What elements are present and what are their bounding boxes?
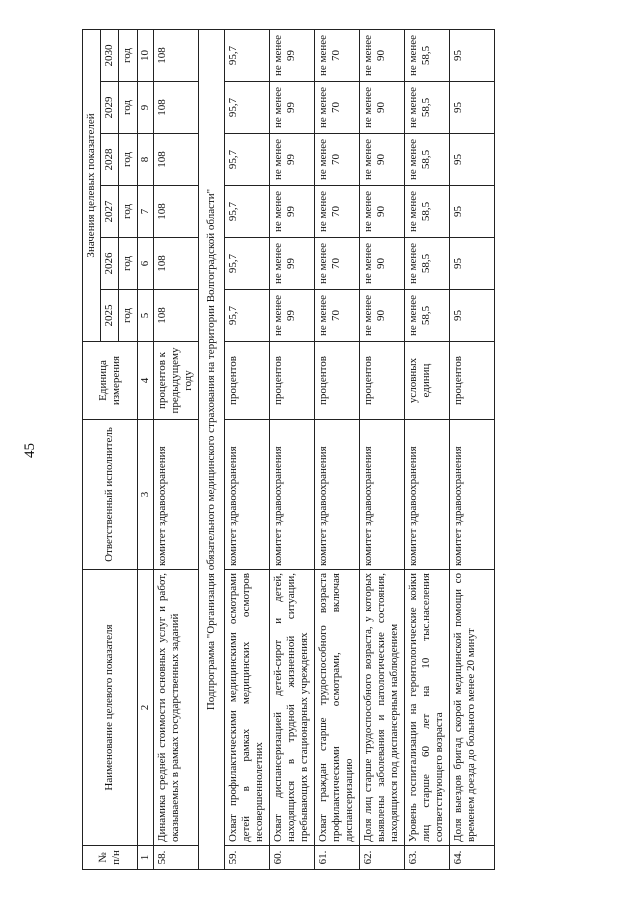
target-value: не менее 70 bbox=[314, 82, 359, 134]
row-number: 62. bbox=[359, 846, 404, 870]
table-body-top bbox=[153, 29, 198, 869]
row-number: 60. bbox=[269, 846, 314, 870]
header-year-unit: год bbox=[119, 82, 137, 134]
target-value: не менее 99 bbox=[269, 134, 314, 186]
row-number: 61. bbox=[314, 846, 359, 870]
target-value: 95 bbox=[449, 290, 494, 342]
indicator-name: Доля лиц старше трудоспособного возраста, у которых выявлены заболевания и патологические состояния, находящихся под диспансерным наблюдением bbox=[359, 570, 404, 846]
header-year-unit: год bbox=[119, 290, 137, 342]
column-index: 4 bbox=[137, 342, 153, 420]
header-name: Наименование целевого показателя bbox=[83, 570, 138, 846]
target-value: не менее 58,5 bbox=[404, 186, 449, 238]
header-year: 2025 bbox=[101, 290, 119, 342]
target-value: 95,7 bbox=[224, 134, 269, 186]
column-index: 8 bbox=[137, 134, 153, 186]
target-value: не менее 70 bbox=[314, 186, 359, 238]
target-value: не менее 58,5 bbox=[404, 82, 449, 134]
measure-unit: условных единиц bbox=[404, 342, 449, 420]
measure-unit: процентов bbox=[359, 342, 404, 420]
indicator-name: Доля выездов бригад скорой медицинской помощи со временем доезда до больного менее 20 минут bbox=[449, 570, 494, 846]
responsible-executor: комитет здравоохранения bbox=[404, 420, 449, 570]
header-year: 2028 bbox=[101, 134, 119, 186]
target-value: не менее 58,5 bbox=[404, 134, 449, 186]
table-row bbox=[359, 29, 404, 869]
target-value: не менее 58,5 bbox=[404, 29, 449, 81]
header-num: № п/н bbox=[83, 846, 138, 870]
measure-unit: процентов bbox=[314, 342, 359, 420]
target-value: 108 bbox=[153, 238, 198, 290]
target-value: не менее 70 bbox=[314, 238, 359, 290]
column-index: 7 bbox=[137, 186, 153, 238]
column-index: 9 bbox=[137, 82, 153, 134]
target-value: не менее 99 bbox=[269, 82, 314, 134]
target-value: не менее 90 bbox=[359, 290, 404, 342]
measure-unit: процентов bbox=[449, 342, 494, 420]
target-value: 95 bbox=[449, 238, 494, 290]
target-value: 108 bbox=[153, 29, 198, 81]
target-value: 108 bbox=[153, 82, 198, 134]
target-value: не менее 70 bbox=[314, 290, 359, 342]
header-year-unit: год bbox=[119, 238, 137, 290]
target-value: 95,7 bbox=[224, 290, 269, 342]
target-value: не менее 99 bbox=[269, 29, 314, 81]
target-value: 108 bbox=[153, 290, 198, 342]
header-year: 2026 bbox=[101, 238, 119, 290]
target-value: 95,7 bbox=[224, 238, 269, 290]
responsible-executor: комитет здравоохранения bbox=[359, 420, 404, 570]
indicator-name: Охват профилактическими медицинскими осмотрами детей в рамках медицинских осмотров несовершеннолетних bbox=[224, 570, 269, 846]
responsible-executor: комитет здравоохранения bbox=[314, 420, 359, 570]
measure-unit: процентов bbox=[224, 342, 269, 420]
target-value: не менее 90 bbox=[359, 29, 404, 81]
indicator-name: Уровень госпитализации на геронтологические койки лиц старше 60 лет на 10 тыс.населения соответствующего возраста bbox=[404, 570, 449, 846]
responsible-executor: комитет здравоохранения bbox=[449, 420, 494, 570]
row-number: 64. bbox=[449, 846, 494, 870]
table-row bbox=[314, 29, 359, 869]
table-body-main bbox=[224, 29, 494, 869]
column-index: 3 bbox=[137, 420, 153, 570]
column-index: 10 bbox=[137, 29, 153, 81]
target-value: 108 bbox=[153, 134, 198, 186]
table-row bbox=[224, 29, 269, 869]
target-value: не менее 99 bbox=[269, 186, 314, 238]
target-value: не менее 90 bbox=[359, 82, 404, 134]
header-year: 2029 bbox=[101, 82, 119, 134]
table-row bbox=[449, 29, 494, 869]
target-value: не менее 70 bbox=[314, 29, 359, 81]
target-value: не менее 90 bbox=[359, 238, 404, 290]
rotated-sheet bbox=[82, 30, 594, 870]
header-values-group: Значения целевых показателей bbox=[83, 29, 101, 341]
target-value: не менее 58,5 bbox=[404, 238, 449, 290]
column-index: 2 bbox=[137, 570, 153, 846]
row-number: 58. bbox=[153, 846, 198, 870]
subprogram-section bbox=[198, 29, 224, 869]
indicator-name: Охват граждан старше трудоспособного возраста профилактическими осмотрами, включая диспансеризацию bbox=[314, 570, 359, 846]
target-value: не менее 90 bbox=[359, 186, 404, 238]
header-year-unit: год bbox=[119, 134, 137, 186]
responsible-executor: комитет здравоохранения bbox=[153, 420, 198, 570]
target-value: не менее 70 bbox=[314, 134, 359, 186]
subprogram-title: Подпрограмма "Организация обязательного медицинского страхования на территории Волгоградской области" bbox=[198, 29, 224, 869]
target-value: не менее 99 bbox=[269, 238, 314, 290]
target-value: не менее 99 bbox=[269, 290, 314, 342]
header-year: 2030 bbox=[101, 29, 119, 81]
header-year: 2027 bbox=[101, 186, 119, 238]
header-year-unit: год bbox=[119, 186, 137, 238]
target-value: 95,7 bbox=[224, 29, 269, 81]
indicator-name: Динамика средней стоимости основных услуг и работ, оказываемых в рамках государственных заданий bbox=[153, 570, 198, 846]
page-number: 45 bbox=[22, 443, 38, 458]
row-number: 59. bbox=[224, 846, 269, 870]
measure-unit: процентов bbox=[269, 342, 314, 420]
column-index: 6 bbox=[137, 238, 153, 290]
target-value: 95 bbox=[449, 82, 494, 134]
responsible-executor: комитет здравоохранения bbox=[224, 420, 269, 570]
header-unit: Единица измерения bbox=[83, 342, 138, 420]
indicators-table bbox=[82, 29, 495, 870]
table-row bbox=[269, 29, 314, 869]
target-value: 95 bbox=[449, 134, 494, 186]
header-year-unit: год bbox=[119, 29, 137, 81]
target-value: не менее 58,5 bbox=[404, 290, 449, 342]
header-executor: Ответственный исполнитель bbox=[83, 420, 138, 570]
table-row bbox=[153, 29, 198, 869]
target-value: 95,7 bbox=[224, 82, 269, 134]
target-value: не менее 90 bbox=[359, 134, 404, 186]
target-value: 95 bbox=[449, 186, 494, 238]
column-index: 1 bbox=[137, 846, 153, 870]
target-value: 108 bbox=[153, 186, 198, 238]
table-row bbox=[404, 29, 449, 869]
target-value: 95 bbox=[449, 29, 494, 81]
responsible-executor: комитет здравоохранения bbox=[269, 420, 314, 570]
column-index: 5 bbox=[137, 290, 153, 342]
row-number: 63. bbox=[404, 846, 449, 870]
measure-unit: процентов к предыдущему году bbox=[153, 342, 198, 420]
indicator-name: Охват диспансеризацией детей-сирот и детей, находящихся в трудной жизненной ситуации, пребывающих в стационарных учреждениях bbox=[269, 570, 314, 846]
target-value: 95,7 bbox=[224, 186, 269, 238]
